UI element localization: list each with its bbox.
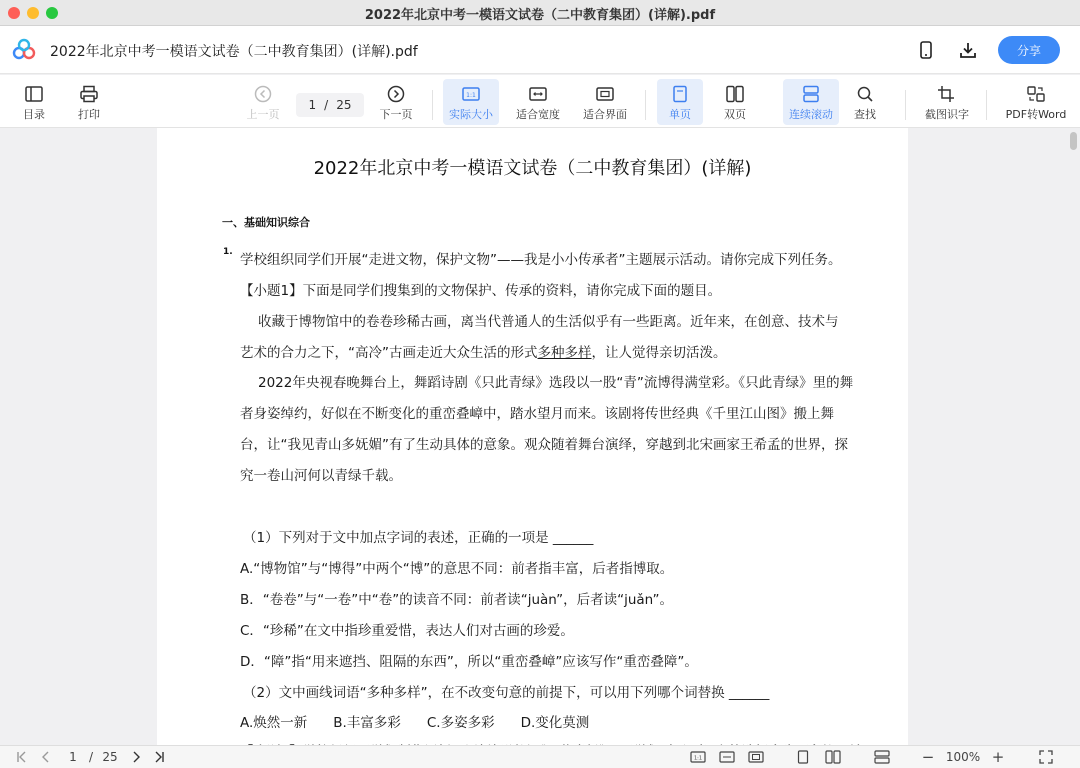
paragraph-line: 者身姿绰约，好似在不断变化的重峦叠嶂中，踏水望月而来。该剧将传世经典《千里江山图》搬上舞 [240, 406, 834, 422]
app-header [0, 26, 1080, 74]
zoom-level[interactable]: 100% [945, 750, 981, 764]
fit-page-icon[interactable] [747, 749, 765, 765]
document-viewport[interactable] [0, 128, 1080, 745]
svg-text:1:1: 1:1 [466, 92, 476, 99]
option-line: B．“卷卷”与“一卷”中“卷”的读音不同：前者读“juàn”，后者读“juǎn”。 [240, 592, 673, 608]
phone-icon[interactable] [914, 38, 938, 62]
section-heading: 一、基础知识综合 [222, 216, 310, 229]
actual-size-icon [461, 85, 481, 103]
fit-width-icon [528, 85, 548, 103]
single-page-icon[interactable] [794, 749, 812, 765]
option-d: D.变化莫测 [520, 715, 590, 731]
actual-size-label: 实际大小 [449, 108, 493, 121]
question-line: （1）下列对于文中加点字词的表述，正确的一项是 ______ [243, 530, 594, 546]
status-page-total: 25 [102, 750, 118, 764]
chevron-right-circle-icon [387, 85, 405, 103]
toolbar-divider [905, 90, 906, 120]
fit-width-icon[interactable] [718, 749, 736, 765]
sidebar-icon [24, 85, 44, 103]
fit-page-icon [595, 85, 615, 103]
scrollbar-thumb[interactable] [1070, 132, 1077, 150]
paragraph-line: 学校组织同学们开展“走进文物，保护文物”——我是小小传承者”主题展示活动。请你完成下列任务。 [240, 252, 842, 268]
page-heading: 2022年北京中考一模语文试卷（二中教育集团）(详解) [313, 158, 752, 179]
status-bar [0, 745, 1080, 768]
continuous-scroll-icon [801, 85, 821, 103]
toc-button[interactable] [14, 79, 54, 125]
text-span: 艺术的合力之下，“高冷”古画走近大众生活的形式 [240, 345, 538, 361]
svg-text:1:1: 1:1 [693, 755, 703, 762]
fit-page-button[interactable] [577, 79, 633, 125]
option-line: D．“障”指“用来遮挡、阻隔的东西”，所以“重峦叠嶂”应该写作“重峦叠障”。 [240, 654, 698, 670]
continuous-scroll-button[interactable] [783, 79, 839, 125]
crop-icon [937, 85, 957, 103]
continuous-scroll-label: 连续滚动 [789, 108, 833, 121]
toc-label: 目录 [23, 108, 45, 121]
page-current: 1 [308, 98, 317, 112]
screenshot-ocr-label: 截图识字 [925, 108, 969, 121]
question-number: 1. [223, 247, 233, 257]
first-page-icon[interactable] [14, 749, 30, 765]
paragraph-line: 收藏于博物馆中的卷卷珍稀古画，离当代普通人的生活似乎有一些距离。近年来，在创意、技术与 [258, 314, 839, 330]
option-line: C．“珍稀”在文中指珍重爱惜，表达人们对古画的珍爱。 [240, 623, 574, 639]
paragraph-line [240, 341, 727, 361]
next-page-label: 下一页 [379, 108, 413, 121]
toolbar-divider [645, 90, 646, 120]
print-label: 打印 [78, 108, 100, 121]
paragraph-line: 究一卷山河何以青绿千载。 [240, 468, 402, 484]
last-page-icon[interactable] [151, 749, 167, 765]
next-page-icon[interactable] [128, 749, 144, 765]
option-b: B.丰富多彩 [333, 715, 401, 731]
window-title: 2022年北京中考一模语文试卷（二中教育集团）(详解).pdf [364, 8, 716, 23]
zoom-out-button[interactable]: − [921, 748, 935, 766]
vertical-scrollbar[interactable] [1068, 128, 1080, 745]
fit-width-button[interactable] [510, 79, 566, 125]
single-page-button[interactable] [657, 79, 703, 125]
single-page-label: 单页 [669, 108, 691, 121]
pdf-to-word-label: PDF转Word [1005, 108, 1067, 121]
convert-icon [1026, 85, 1046, 103]
print-button[interactable] [69, 79, 109, 125]
underlined-phrase: 多种多样 [537, 345, 592, 361]
zoom-in-button[interactable]: + [991, 748, 1005, 766]
search-icon [855, 85, 875, 103]
option-line: A.“博物馆”与“博得”中两个“博”的意思不同：前者指丰富，后者指博取。 [240, 561, 674, 577]
pdf-page [157, 128, 908, 745]
text-span: ，让人觉得亲切活泼。 [591, 345, 727, 361]
page-separator: / [324, 98, 329, 112]
prev-page-icon[interactable] [38, 749, 54, 765]
continuous-scroll-icon[interactable] [873, 749, 891, 765]
next-page-button[interactable] [374, 79, 418, 125]
actual-size-button[interactable] [443, 79, 499, 125]
status-page-separator: / [88, 750, 94, 764]
option-a: A.焕然一新 [240, 715, 308, 731]
double-page-icon[interactable] [824, 749, 842, 765]
window-titlebar [0, 0, 1080, 26]
double-page-label: 双页 [724, 108, 746, 121]
pdf-to-word-button[interactable] [1000, 79, 1072, 125]
paragraph-line: 台，让“我见青山多妩媚”有了生动具体的意象。观众随着舞台演绎，穿越到北宋画家王希孟的世界，探 [240, 437, 848, 453]
find-label: 查找 [854, 108, 876, 121]
toolbar-divider [432, 90, 433, 120]
app-logo-icon [12, 38, 36, 62]
share-button[interactable]: 分享 [998, 36, 1060, 64]
double-page-button[interactable] [712, 79, 758, 125]
prev-page-label: 上一页 [246, 108, 280, 121]
double-page-icon [725, 85, 745, 103]
paragraph-line: 2022年央视春晚舞台上，舞蹈诗剧《只此青绿》选段以一股“青”流博得满堂彩。《只此青绿》里的舞 [258, 375, 854, 391]
page-number-input[interactable] [296, 93, 364, 117]
document-title: 2022年北京中考一模语文试卷（二中教育集团）(详解).pdf [50, 44, 418, 60]
prev-page-button[interactable] [241, 79, 285, 125]
status-page-current[interactable]: 1 [69, 750, 77, 764]
question-line: （2）文中画线词语“多种多样”，在不改变句意的前提下，可以用下列哪个词替换 ______ [243, 685, 770, 701]
fullscreen-icon[interactable] [1037, 749, 1055, 765]
single-page-icon [670, 85, 690, 103]
actual-size-icon[interactable] [689, 749, 707, 765]
chevron-left-circle-icon [254, 85, 272, 103]
paragraph-line: 【小题1】下面是同学们搜集到的文物保护、传承的资料，请你完成下面的题目。 [240, 283, 722, 299]
printer-icon [79, 85, 99, 103]
page-total: 25 [336, 98, 352, 112]
fit-page-label: 适合界面 [583, 108, 627, 121]
screenshot-ocr-button[interactable] [918, 79, 976, 125]
option-line [240, 711, 589, 731]
find-button[interactable] [845, 79, 885, 125]
download-icon[interactable] [956, 38, 980, 62]
toolbar-divider [986, 90, 987, 120]
option-c: C.多姿多彩 [426, 715, 495, 731]
fit-width-label: 适合宽度 [516, 108, 560, 121]
